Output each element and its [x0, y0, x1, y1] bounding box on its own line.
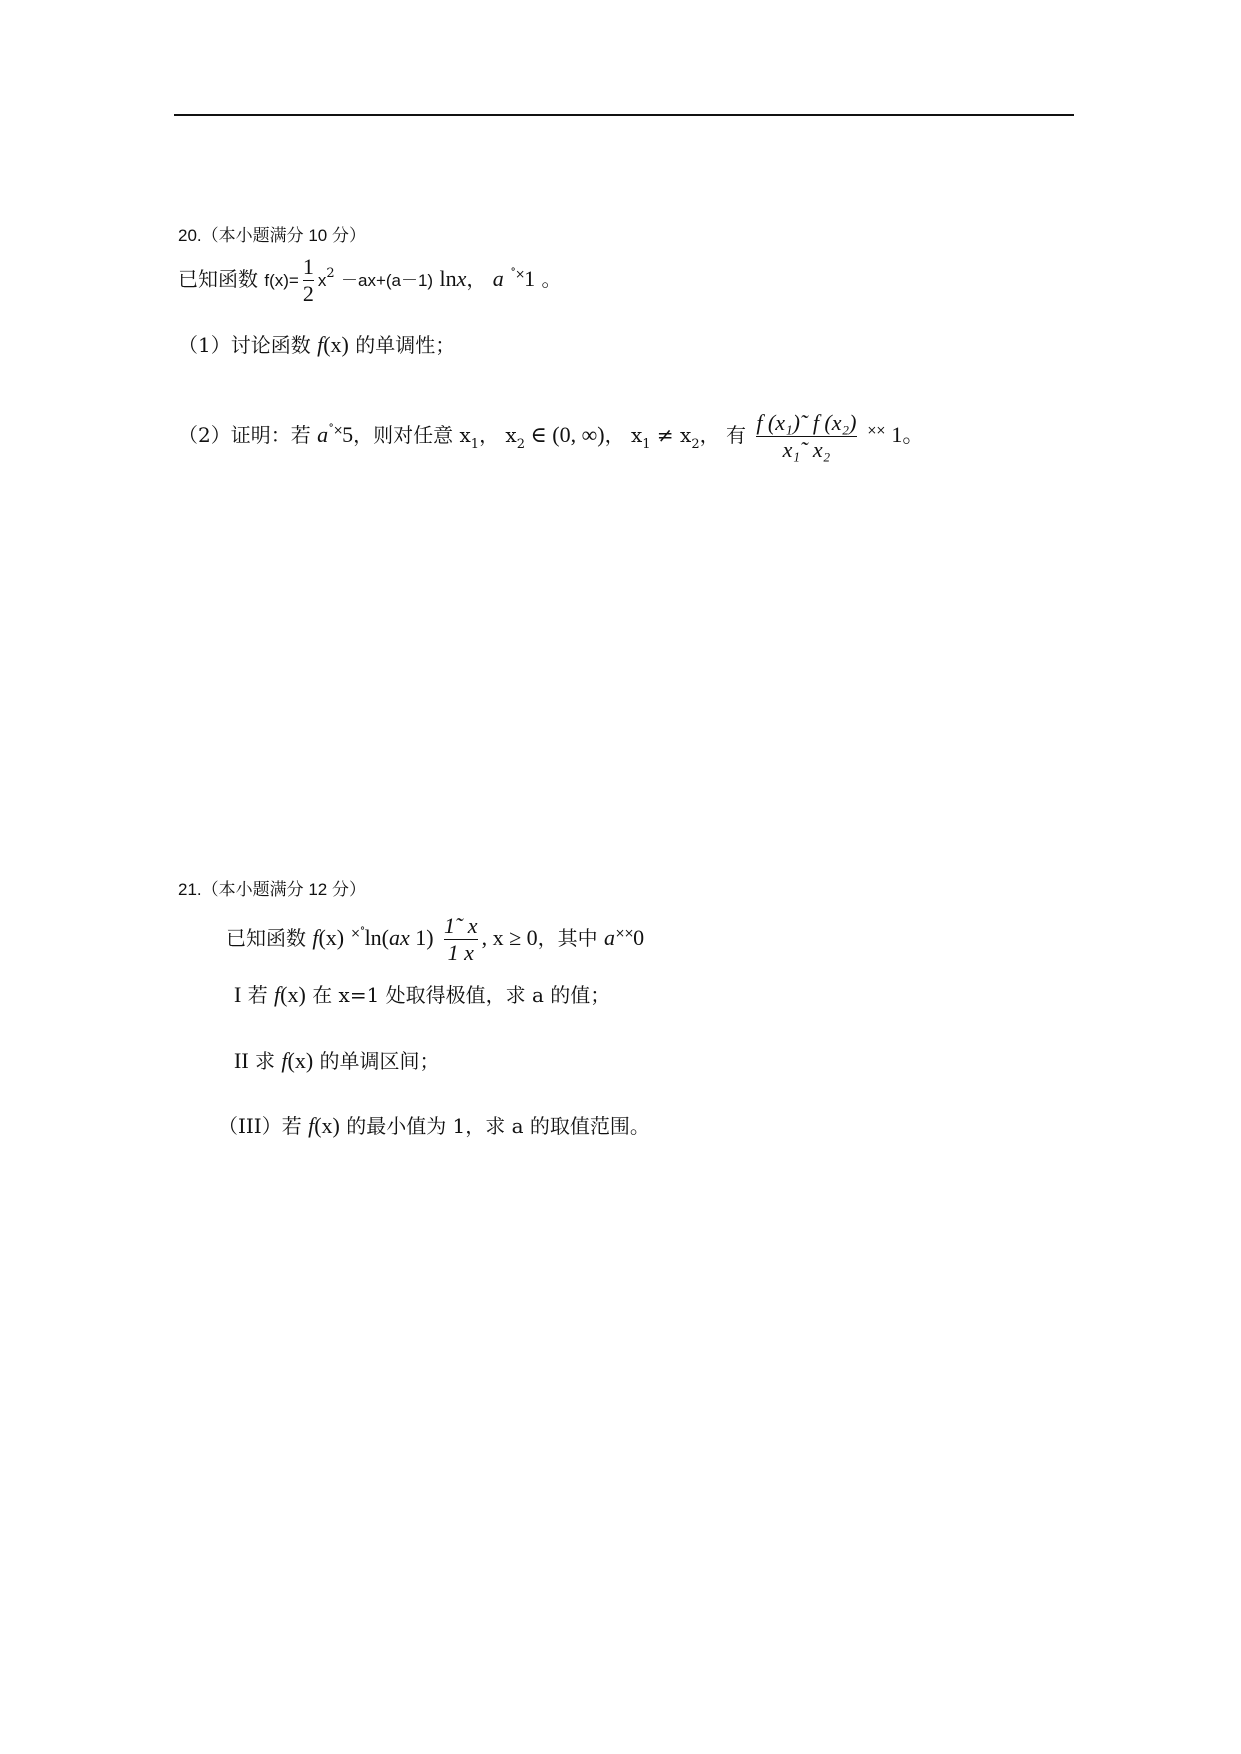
q21-part2-arg: (x) — [287, 1048, 314, 1073]
q21-where: ，其中 — [537, 926, 598, 950]
q21-part2-text1: 求 — [255, 1049, 276, 1073]
q20-half-num: 1 — [302, 254, 314, 279]
q20-part1-prefix: （1）讨论函数 — [178, 333, 311, 357]
q20-part2-mid: ，则对任意 x — [353, 423, 471, 447]
q20-one: 1 — [524, 266, 536, 291]
q20-end: 。 — [541, 267, 562, 291]
q20-x: x — [317, 271, 327, 290]
q20-part2-end: 1。 — [891, 422, 925, 447]
q21-part1 — [234, 983, 610, 1007]
q20-part1-suffix: 的单调性； — [355, 333, 456, 357]
q21-part2-label: II — [234, 1048, 249, 1073]
q21-part3 — [218, 1114, 650, 1138]
q21-part1-arg: (x) — [280, 982, 306, 1007]
q20-half-fraction — [303, 254, 314, 307]
q20-part2-fraction — [756, 410, 856, 463]
q20-square: 2 — [326, 266, 335, 281]
q20-part2-sep: ， x — [479, 423, 517, 447]
q21-glyph2: ×× — [615, 926, 634, 940]
q20-part2-neq-sym: ≠ x — [650, 423, 692, 447]
q20-part2-neq-sub1: 1 — [642, 437, 651, 452]
q20-header-text: 20.（本小题满分 10 分） — [178, 226, 366, 245]
q20-half-den: 2 — [302, 281, 314, 306]
q21-frac-den: 1 x — [447, 940, 474, 965]
q21-ax: ax — [389, 925, 410, 950]
q20-part2-neq-sub2: 2 — [691, 437, 700, 452]
q21-part3-f: f — [308, 1113, 315, 1138]
q20-part1-f: f — [317, 332, 324, 357]
q20-cond-glyph: ˚× — [510, 267, 525, 281]
q20-header — [178, 222, 366, 248]
q20-mid-term: －ax+(a－1) — [340, 271, 434, 290]
q20-part1 — [178, 333, 455, 357]
q21-part1-text2: 在 x=1 处取得极值，求 a 的值； — [312, 983, 611, 1007]
q21-frac-num: 1˜ x — [443, 913, 478, 938]
q20-part2-five: 5 — [342, 422, 354, 447]
q21-glyph1: ×˚ — [350, 926, 365, 940]
q20-part2-a: a — [317, 422, 329, 447]
q21-part3-arg: (x) — [314, 1113, 340, 1138]
q20-part2 — [178, 410, 924, 463]
q20-ln-x: x — [456, 266, 467, 291]
q21-part1-label: I — [234, 982, 242, 1007]
q21-part3-text: 的最小值为 1，求 a 的取值范围。 — [346, 1114, 650, 1138]
q20-part2-prefix: （2）证明：若 — [178, 423, 311, 447]
q20-part2-interval: ∈ (0, ∞) — [525, 422, 605, 447]
q21-stem — [226, 913, 644, 966]
q21-part1-f: f — [274, 982, 281, 1007]
q21-header-text: 21.（本小题满分 12 分） — [178, 880, 366, 899]
q20-ln: ln — [439, 266, 457, 291]
q20-part2-neq: ， x — [604, 423, 643, 447]
q20-part2-frac-num: f (x₁)˜ f (x₂) — [756, 410, 857, 435]
q20-part2-glyph: ˚× — [328, 423, 343, 437]
q21-part2-f: f — [281, 1048, 288, 1073]
q21-ln: ln( — [364, 925, 390, 950]
q20-part2-sub1: 1 — [470, 437, 480, 452]
q20-fx: f(x)= — [264, 271, 299, 290]
q21-part2 — [234, 1049, 440, 1073]
header-rule — [174, 114, 1074, 116]
q20-stem-prefix: 已知函数 — [178, 267, 258, 291]
q21-tail: , x ≥ 0 — [481, 925, 538, 950]
q20-part2-sub2: 2 — [516, 437, 525, 452]
q20-part2-frac-den: x₁˜ x₂ — [782, 437, 831, 462]
q21-one: 1) — [409, 925, 434, 950]
q21-a: a — [604, 925, 615, 950]
q20-stem — [178, 254, 562, 307]
q20-comma: ， — [466, 267, 487, 291]
q21-f: f — [312, 925, 319, 950]
q21-part2-text2: 的单调区间； — [319, 1049, 440, 1073]
q21-zero: 0 — [633, 925, 645, 950]
q21-stem-prefix: 已知函数 — [226, 926, 306, 950]
q21-arg: (x) — [318, 925, 345, 950]
q20-a: a — [492, 266, 504, 291]
q21-part1-text1: 若 — [247, 983, 268, 1007]
q20-part1-arg: (x) — [323, 332, 349, 357]
q21-header — [178, 876, 366, 902]
q20-part2-glyph2: ×× — [866, 423, 885, 437]
q21-part3-label: （III）若 — [218, 1114, 302, 1138]
q21-fraction — [444, 913, 478, 966]
q20-part2-have: ， 有 — [699, 423, 746, 447]
